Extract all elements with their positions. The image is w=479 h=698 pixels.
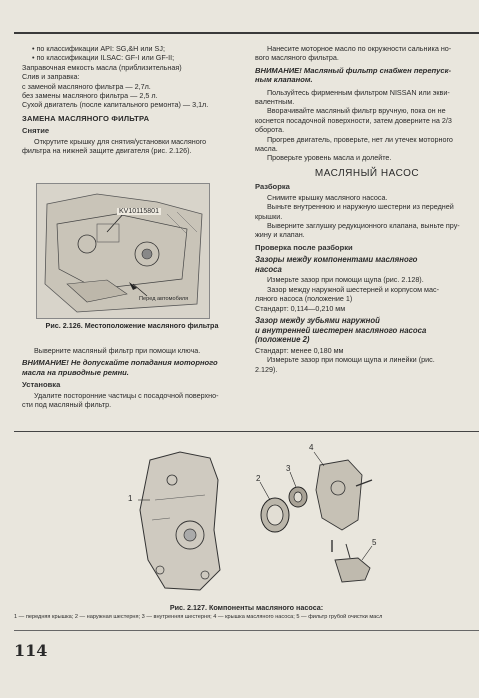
paragraph-line: Зазор между наружной шестерней и корпусом мас- [267, 284, 439, 294]
paragraph-line: Проверьте уровень масла и долейте. [267, 153, 392, 163]
gap2-title-line: Зазор между зубьями наружной [255, 315, 380, 325]
right-column [255, 44, 479, 374]
paragraph-line: Пользуйтесь фирменным фильтром NISSAN или экви- [267, 87, 450, 97]
paragraph-line: Прогрев двигатель, проверьте, нет ли утечек моторного [267, 134, 453, 144]
top-rule [14, 32, 479, 34]
spec-bullet: • по классификации ILSAC: GF-I или GF-II; [32, 53, 175, 63]
warning-text [22, 358, 242, 377]
paragraph-line: сти под масляный фильтр. [22, 400, 112, 410]
gap1-title-line: Зазоры между компонентами масляного [255, 255, 418, 265]
paragraph-line: Снимите крышку масляного насоса. [267, 192, 388, 202]
paragraph-line: Удалите посторонние частицы с посадочной поверхно- [34, 390, 219, 400]
left-column [22, 44, 242, 155]
spec-line: Слив и заправка: [22, 72, 80, 82]
paragraph-line: Вворачивайте масляный фильтр вручную, пока он не [267, 106, 446, 116]
paragraph-line: крышки. [255, 211, 283, 221]
warning-line: масла на приводные ремни. [22, 367, 129, 377]
spec-line: Сухой двигатель (после капитального ремонта) — 3,1л. [22, 100, 209, 110]
paragraph-line: вого масляного фильтра. [255, 53, 339, 63]
spec-bullet: • по классификации API: SG,&H или SJ; [32, 44, 165, 53]
warning-line: ВНИМАНИЕ! Не допускайте попадания моторного [22, 358, 218, 368]
callout-4: 4 [309, 443, 314, 452]
standard-value: Стандарт: 0,114—0,210 мм [255, 303, 346, 313]
paragraph-line: 2.129). [255, 364, 278, 374]
callout-2: 2 [256, 474, 261, 483]
bottom-rule [14, 630, 479, 631]
callout-3: 3 [286, 464, 291, 473]
paragraph-line: Выверните заглушку редукционного клапана, выньте пру- [267, 220, 460, 230]
figure-oil-filter-location [36, 183, 210, 319]
gap2-title [255, 316, 479, 345]
paragraph-line: валентным. [255, 97, 295, 107]
gap1-title [255, 255, 479, 274]
gap2-title-line: и внутренней шестерен масляного насоса [255, 325, 427, 335]
spec-line: без замены масляного фильтра — 2,5 л. [22, 91, 158, 101]
subsection-install: Установка [22, 380, 61, 390]
paragraph-line: Нанесите моторное масло по окружности сальника но- [267, 44, 452, 53]
front-of-vehicle-label: Перед автомобиля [139, 296, 189, 302]
part-number-label: KV10115801 [119, 208, 159, 215]
figure-caption: Рис. 2.127. Компоненты масляного насоса: [169, 603, 324, 612]
gap1-title-line: насоса [255, 264, 282, 274]
section-title-oil-pump: МАСЛЯНЫЙ НАСОС [314, 167, 420, 179]
warning-text [255, 66, 479, 85]
spec-line: с заменой масляного фильтра — 2,7л. [22, 81, 151, 91]
figure-caption: Рис. 2.126. Местоположение масляного фильтра [45, 321, 219, 330]
standard-value: Стандарт: менее 0,180 мм [255, 345, 344, 355]
section-title-oil-filter: ЗАМЕНА МАСЛЯНОГО ФИЛЬТРА [22, 113, 150, 123]
subsection-disassembly: Разборка [255, 182, 290, 192]
paragraph-line: Измерьте зазор при помощи щупа и линейки (рис. [267, 355, 435, 365]
paragraph-line: Открутите крышку для снятия/установки масляного [34, 136, 207, 146]
warning-line: ВНИМАНИЕ! Масляный фильтр снабжен перепуск- [255, 65, 452, 75]
subsection-removal: Снятие [22, 126, 50, 136]
paragraph-line: Выверните масляный фильтр при помощи ключа. [34, 346, 201, 355]
paragraph-line: масла. [255, 144, 278, 154]
figure-legend: 1 — передняя крышка; 2 — наружная шестерня; 3 — внутренняя шестерня; 4 — крышка масляного насоса; 5 — фильтр грубой очистки масл [14, 614, 383, 620]
warning-line: ным клапаном. [255, 75, 313, 85]
paragraph-line: коснется посадочной поверхности, затем доверните на 2/3 [255, 115, 452, 125]
subsection-check: Проверка после разборки [255, 242, 353, 252]
paragraph-line: жину и клапан. [255, 230, 305, 240]
spec-line: Заправочная емкость масла (приблизительная) [22, 62, 182, 72]
gap2-title-line: (положение 2) [255, 335, 310, 345]
callout-1: 1 [128, 494, 133, 503]
paragraph-line: фильтра на нижней защите двигателя (рис. 2.126). [22, 146, 192, 156]
paragraph-line: оборота. [255, 125, 285, 135]
left-column-lower [22, 346, 242, 409]
page-number: 114 [14, 641, 48, 660]
paragraph-line: Измерьте зазор при помощи щупа (рис. 2.128). [267, 275, 424, 285]
paragraph-line: ляного насоса (положение 1) [255, 294, 353, 304]
figure-oil-pump-components [110, 440, 400, 598]
paragraph-line: Выньте внутреннюю и наружную шестерни из передней [267, 202, 454, 212]
callout-5: 5 [372, 538, 377, 547]
oil-pump-exploded-illustration [110, 440, 400, 598]
